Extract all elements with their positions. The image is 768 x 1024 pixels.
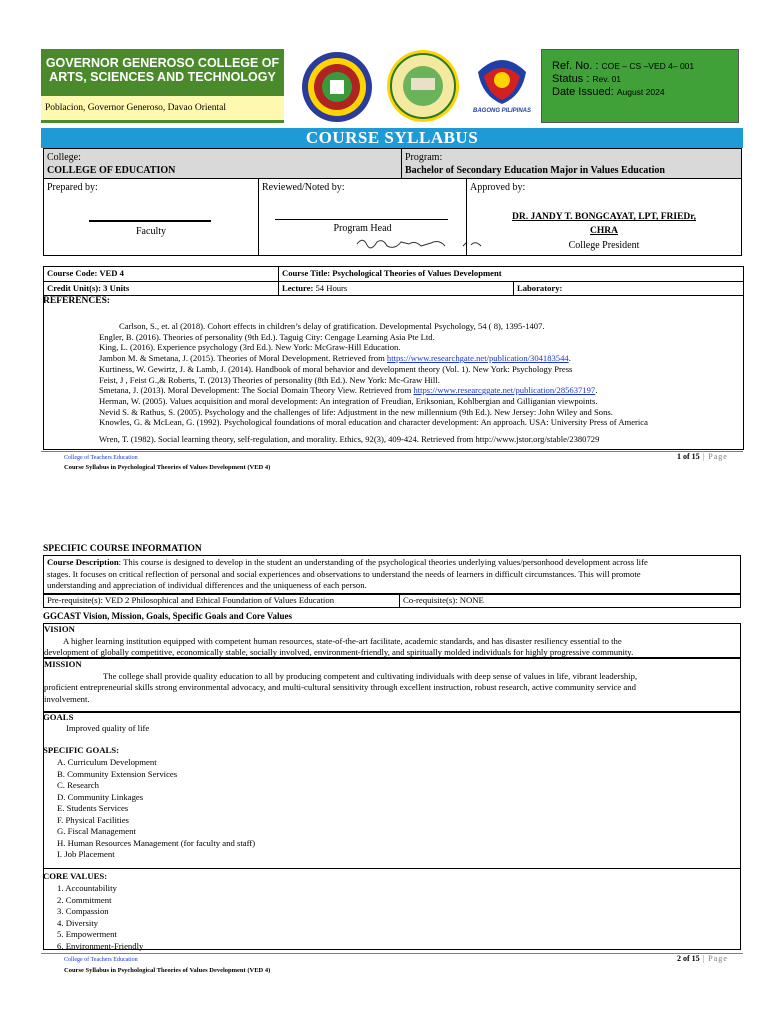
core-value-item: 2. Commitment (57, 894, 112, 905)
program-value: Bachelor of Secondary Education Major in Values Education (405, 165, 665, 176)
mission-line3: involvement. (44, 694, 90, 705)
lecture-hours: 54 Hours (315, 283, 348, 293)
vision-box (43, 623, 741, 658)
specific-goal-item: A. Curriculum Development (57, 757, 157, 767)
reference-item: Kurtiness, W. Gewirtz, J. & Lamb, J. (2014). Handbook of moral behavior and development theory (Vol. 1). New York: Psychology Press (99, 363, 573, 374)
document-title: COURSE SYLLABUS (41, 128, 743, 148)
course-code: Course Code: VED 4 (47, 268, 124, 278)
footer-dept-1: College of Teachers Education (64, 455, 138, 461)
specific-goal-item: G. Fiscal Management (57, 826, 136, 836)
footer-course-2: Course Syllabus in Psychological Theories of Values Development (VED 4) (64, 967, 271, 974)
program-cell (401, 148, 742, 179)
date-issued-label: Date Issued: (552, 86, 614, 98)
reference-item: Knowles, G. & McLean, G. (1992). Psychological foundations of moral education and character development: An approach. USA: University Press of America (99, 417, 648, 428)
approved-by-label: Approved by: (470, 182, 526, 193)
reference-link[interactable]: https://www.researchgate.net/publication/304183544 (386, 353, 569, 364)
reviewed-role: Program Head (333, 223, 392, 234)
reference-item: Carlson, S., et. al (2018). Cohort effects in children’s delay of gratification. Developmental Psychology, 54 ( 8), 1395-1407. (119, 321, 545, 331)
references-list (99, 321, 744, 445)
core-values-list (57, 883, 143, 952)
ref-no-value: COE – CS –VED 4– 001 (601, 61, 695, 71)
page-number-1: 1 of 15 | Page (677, 452, 728, 461)
lecture-label: Lecture: (282, 283, 314, 293)
footer-dept-2: College of Teachers Education (64, 957, 138, 963)
footer-rule-2 (41, 953, 743, 954)
laboratory-label: Laboratory: (517, 283, 563, 293)
reference-item: Jambon M. & Smetana, J. (2015). Theories of Moral Development. Retrieved from https://www.researchgate.net/publication/304183544. (99, 353, 571, 364)
prepared-role: Faculty (136, 226, 166, 237)
college-name: GOVERNOR GENEROSO COLLEGE OF ARTS, SCIENCES AND TECHNOLOGY (45, 56, 280, 84)
college-seal-logo (296, 50, 378, 124)
specific-goals-list (57, 757, 255, 861)
course-description-line1: : This course is designed to develop in the student an understanding of the psychological theories underlying values/personhood development across life (118, 557, 648, 567)
specific-goal-item: I. Job Placement (57, 849, 115, 859)
prepared-by-label: Prepared by: (47, 182, 98, 193)
reference-item: Engler, B. (2016). Theories of personality (9th Ed.). Taguig City: Cengage Learning Asia Pte Ltd. (99, 331, 435, 342)
goal-item: Improved quality of life (66, 723, 150, 733)
course-row-divider (43, 281, 744, 282)
course-description-label: Course Description (47, 557, 119, 567)
core-values-box (43, 869, 741, 950)
core-value-item: 4. Diversity (57, 917, 99, 928)
mission-box (43, 658, 741, 712)
college-header (41, 49, 284, 123)
date-issued-value: August 2024 (616, 87, 665, 97)
mission-label: MISSION (44, 659, 82, 669)
core-values-label: CORE VALUES: (43, 871, 108, 881)
reference-item: Feist, J , Feist G.,& Roberts, T. (2013) Theories of personality (8th Ed.). New York: Mc-Graw Hill. (99, 374, 440, 385)
core-value-item: 1. Accountability (57, 883, 117, 893)
vmgo-heading: GGCAST Vision, Mission, Goals, Specific Goals and Core Values (43, 611, 292, 621)
reference-link[interactable]: https://www.researcggate.net/publication/285637197 (413, 385, 596, 396)
core-value-item: 3. Compassion (57, 906, 109, 916)
program-label: Program: (405, 152, 443, 163)
bagong-pilipinas-logo (468, 52, 536, 118)
ref-no-label: Ref. No. : (552, 60, 599, 72)
credit-units: Credit Unit(s): 3 Units (47, 283, 130, 293)
prepared-by-cell (43, 178, 259, 256)
reviewed-by-label: Reviewed/Noted by: (262, 182, 345, 193)
document-reference-box (541, 49, 739, 123)
footer-course-1: Course Syllabus in Psychological Theories of Values Development (VED 4) (64, 464, 271, 471)
course-description-line3: understanding and appreciation of individual differences and the uniqueness of each person. (47, 580, 367, 591)
course-description-line2: stages. It focuses on critical reflection of personal and social experiences and observations to understand the needs of learners in difficult circumstances. This will promote (47, 568, 641, 579)
references-heading: REFERENCES: (43, 296, 111, 306)
specific-goals-label: SPECIFIC GOALS: (43, 745, 120, 755)
reference-item: King, L. (2016). Experience psychology (3rd Ed.). New York: McGraw-Hill Education. (99, 342, 401, 353)
course-title: Course Title: Psychological Theories of Values Development (282, 268, 502, 278)
prepared-signature-line (89, 220, 211, 222)
status-value: Rev. 01 (592, 74, 622, 84)
reviewed-by-cell (258, 178, 467, 256)
mission-line2: proficient entrepreneurial skills strong environmental advocacy, and multi-cultural sensitivity through excellent instruction, robust research, active community service and (44, 682, 636, 693)
reference-item: Nevid S. & Rathus, S. (2005). Psychology and the challenges of life: Adjustment in the new millennium (9th Ed.). New Jersey: John Wiley and Sons. (99, 406, 613, 417)
specific-goal-item: B. Community Extension Services (57, 768, 178, 779)
reference-item: Smetana, J. (2013). Moral Development: The Social Domain Theory View. Retrieved from https://www.researcggate.net/publication/285637197. (99, 385, 598, 396)
corequisite: Co-requisite(s): NONE (399, 594, 741, 608)
approver-name-line2: CHRA (590, 226, 618, 236)
lab-col-divider (513, 281, 514, 296)
specific-info-heading: SPECIFIC COURSE INFORMATION (43, 544, 202, 554)
reference-item: Herman, W. (2005). Values acquisition and moral development: An integration of Freudian, Eriksonian, Kohlbergian and Gilliganian viewpoints. (99, 395, 598, 406)
approved-by-cell (466, 178, 742, 256)
status-label: Status : (552, 73, 590, 85)
reviewed-signature-line (275, 219, 448, 220)
approver-role: College President (568, 240, 640, 251)
bagong-pilipinas-text: BAGONG PILIPINAS (472, 108, 531, 114)
mission-line1: The college shall provide quality education to all by producing competent and cultivating individuals with deep sense of values in life, vibrant leadership, (103, 670, 638, 681)
goals-label: GOALS (43, 712, 74, 722)
college-address: Poblacion, Governor Generoso, Davao Oriental (41, 96, 284, 120)
vision-label: VISION (44, 624, 75, 634)
specific-goal-item: E. Students Services (57, 803, 129, 813)
approver-name-line1: DR. JANDY T. BONGCAYAT, LPT, FRIEDr, (511, 212, 697, 222)
page-number-2: 2 of 15 | Page (677, 954, 728, 963)
specific-goal-item: D. Community Linkages (57, 791, 144, 802)
college-cell (43, 148, 402, 179)
core-value-item: 5. Empowerment (57, 929, 117, 939)
course-description-box (43, 555, 741, 594)
college-value: COLLEGE OF EDUCATION (47, 165, 176, 176)
reference-item: Wren, T. (1982). Social learning theory, self-regulation, and morality. Ethics, 92(3), 409-424. Retrieved from http://www.jstor.org/stable/2380729 (99, 434, 600, 445)
municipality-seal-logo (383, 48, 463, 124)
vision-line2: development of globally competitive, economically stable, socially involved, environment-friendly, and spiritually molded individuals for highly progressive community. (44, 647, 634, 658)
core-value-item: 6. Environment-Friendly (57, 940, 144, 951)
specific-goal-item: F. Physical Facilities (57, 814, 129, 825)
specific-goal-item: H. Human Resources Management (for faculty and staff) (57, 837, 256, 848)
footer-rule-1 (41, 451, 743, 452)
prerequisite: Pre-requisite(s): VED 2 Philosophical and Ethical Foundation of Values Education (43, 594, 400, 608)
specific-goal-item: C. Research (57, 780, 99, 790)
vision-line1: A higher learning institution equipped with competent human resources, state-of-the-art facilitate, academic standards, and has disaster resiliency essential to the (63, 635, 622, 646)
college-label: College: (47, 152, 81, 163)
